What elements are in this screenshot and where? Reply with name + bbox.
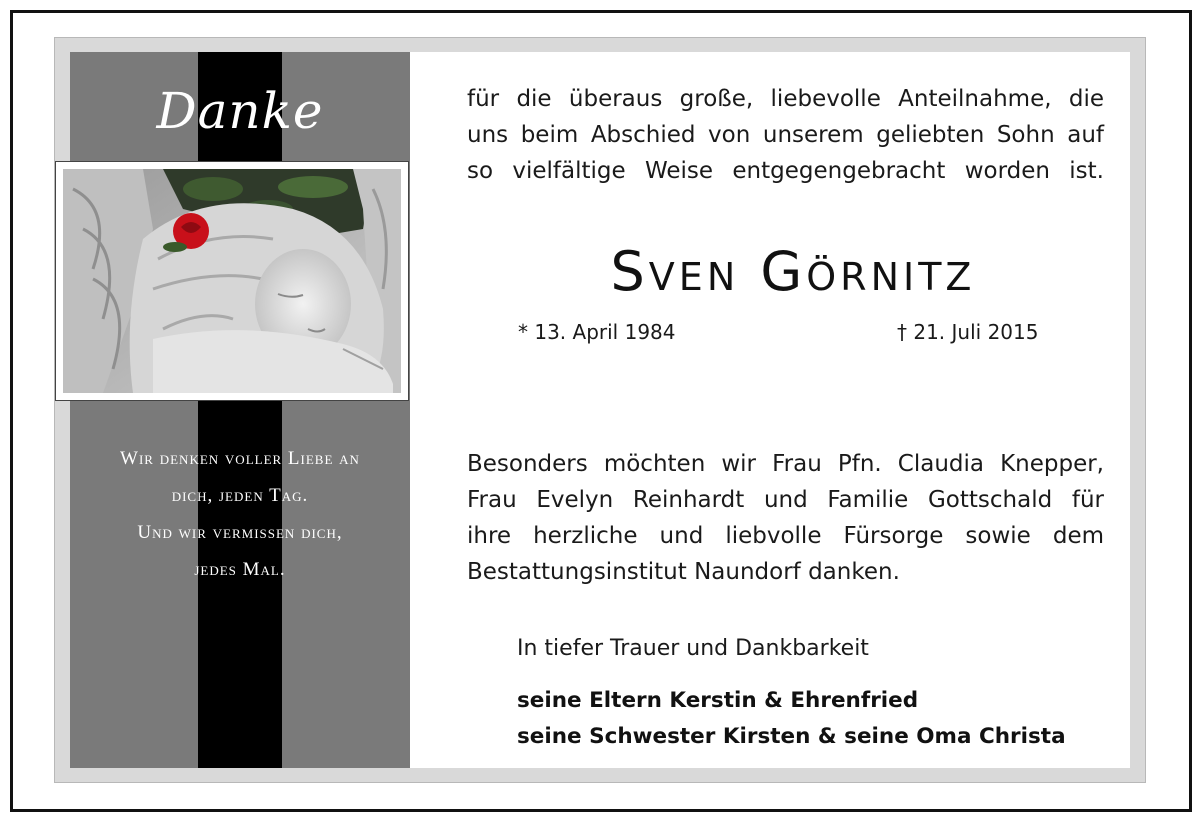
- black-mourning-stripe: [198, 52, 282, 768]
- closing-phrase: In tiefer Trauer und Dankbarkeit: [517, 636, 869, 661]
- intro-line: für die überaus große, liebevolle Anteilnahme, die: [467, 86, 1104, 112]
- signer-line: seine Schwester Kirsten & seine Oma Christa: [517, 724, 1066, 749]
- death-date: † 21. Juli 2015: [897, 320, 1039, 344]
- left-panel: [70, 52, 410, 768]
- signer-line: seine Eltern Kerstin & Ehrenfried: [517, 688, 919, 713]
- deceased-name: Sven Görnitz: [610, 240, 976, 303]
- angel-statue-image: [63, 169, 401, 393]
- intro-line: so vielfältige Weise entgegengebracht worden ist.: [467, 158, 1104, 184]
- poem: [70, 440, 410, 588]
- birth-date: * 13. April 1984: [518, 320, 676, 344]
- poem-line: Und wir vermissen dich,: [137, 522, 343, 543]
- poem-line: dich, jeden Tag.: [171, 485, 309, 506]
- photo-frame: [55, 161, 409, 401]
- intro-line: uns beim Abschied von unserem geliebten Sohn auf: [467, 122, 1104, 148]
- thanks-line: Frau Evelyn Reinhardt und Familie Gottschald für: [467, 487, 1104, 513]
- signers: [517, 683, 1066, 755]
- danke-heading: Danke: [156, 82, 324, 140]
- poem-line: jedes Mal.: [194, 559, 286, 580]
- thanks-line: Bestattungsinstitut Naundorf danken.: [467, 559, 900, 585]
- poem-line: Wir denken voller Liebe an: [120, 448, 360, 469]
- thanks-line: Besonders möchten wir Frau Pfn. Claudia Knepper,: [467, 451, 1104, 477]
- thanks-line: ihre herzliche und liebvolle Fürsorge sowie dem: [467, 523, 1104, 549]
- thanks-paragraph: [467, 446, 1104, 590]
- intro-paragraph: [467, 81, 1104, 189]
